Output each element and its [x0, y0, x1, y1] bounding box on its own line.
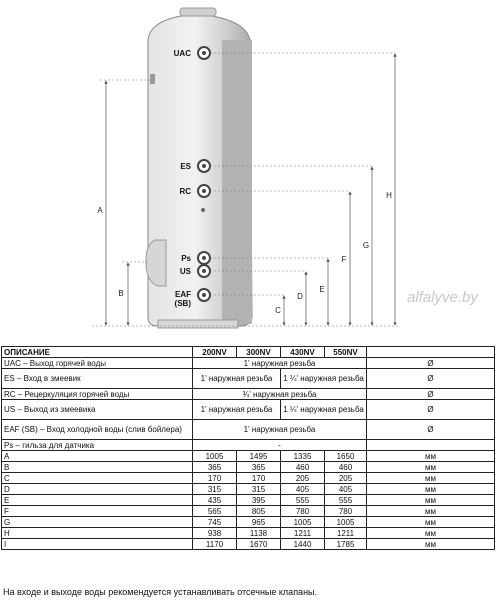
table-row	[2, 462, 495, 473]
header-unit	[367, 347, 495, 358]
table-row	[2, 400, 495, 420]
footnote: На входе и выходе воды рекомендуется устанавливать отсечные клапаны.	[3, 587, 318, 597]
cell-430nv: 205	[281, 473, 325, 484]
cell-200nv: 745	[193, 517, 237, 528]
cell-300nv: 1138	[237, 528, 281, 539]
row-unit: мм	[367, 484, 495, 495]
cell-300nv: 805	[237, 506, 281, 517]
cell-430nv: 1335	[281, 451, 325, 462]
cell-430nv: 555	[281, 495, 325, 506]
row-unit: Ø	[367, 369, 495, 389]
table-row	[2, 484, 495, 495]
table-row	[2, 451, 495, 462]
cell-430nv: 1211	[281, 528, 325, 539]
row-description: RC – Рецеркуляция горячей воды	[2, 389, 193, 400]
anode-point	[201, 208, 205, 212]
label-us: US	[179, 267, 191, 276]
cell-550nv: 1005	[325, 517, 367, 528]
fitting-rc	[198, 185, 210, 197]
row-description: ES – Вход в змеевик	[2, 369, 193, 389]
row-unit: мм	[367, 506, 495, 517]
row-description: US – Выход из змеевика	[2, 400, 193, 420]
table-row	[2, 369, 495, 389]
header-200nv: 200NV	[193, 347, 237, 358]
cell-300nv: 965	[237, 517, 281, 528]
row-unit: Ø	[367, 389, 495, 400]
cell-550nv: 460	[325, 462, 367, 473]
row-description: A	[2, 451, 193, 462]
dim-b: B	[118, 289, 124, 298]
row-value: -	[193, 440, 367, 451]
table-row	[2, 389, 495, 400]
label-ps: Ps	[181, 254, 191, 263]
row-description: EAF (SB) – Вход холодной воды (слив бойлера)	[2, 420, 193, 440]
table-row	[2, 528, 495, 539]
dim-c: C	[275, 306, 281, 315]
row-unit: мм	[367, 462, 495, 473]
row-description: Ps – гильза для датчика	[2, 440, 193, 451]
cell-550nv: 1650	[325, 451, 367, 462]
row-description: I	[2, 539, 193, 550]
dim-d: D	[297, 292, 303, 301]
row-unit	[367, 440, 495, 451]
row-description: D	[2, 484, 193, 495]
cell-200nv: 435	[193, 495, 237, 506]
row-unit: мм	[367, 451, 495, 462]
row-value: 1' наружная резьба	[193, 358, 367, 369]
label-uac: UAC	[173, 49, 191, 58]
row-value: 1' наружная резьба	[193, 420, 367, 440]
fitting-es	[198, 160, 210, 172]
spec-table	[1, 346, 495, 550]
fitting-us	[198, 265, 210, 277]
cell-300nv: 1670	[237, 539, 281, 550]
row-value-large-models: 1 ¼' наружная резьба	[281, 369, 367, 389]
cell-550nv: 780	[325, 506, 367, 517]
cell-200nv: 938	[193, 528, 237, 539]
table-row	[2, 539, 495, 550]
row-unit: мм	[367, 517, 495, 528]
fitting-ps	[198, 252, 210, 264]
row-description: E	[2, 495, 193, 506]
label-eaf: EAF	[175, 290, 191, 299]
cell-300nv: 315	[237, 484, 281, 495]
header-430nv: 430NV	[281, 347, 325, 358]
table-row	[2, 358, 495, 369]
row-description: UAC – Выход горячей воды	[2, 358, 193, 369]
row-description: G	[2, 517, 193, 528]
table-row	[2, 517, 495, 528]
label-rc: RC	[179, 187, 191, 196]
dim-f: F	[341, 255, 347, 264]
fitting-eaf	[198, 289, 210, 301]
row-description: B	[2, 462, 193, 473]
cell-430nv: 780	[281, 506, 325, 517]
dim-g: G	[362, 241, 370, 250]
dim-h: H	[386, 191, 392, 200]
watermark: alfalyve.by	[407, 289, 478, 306]
cell-200nv: 315	[193, 484, 237, 495]
table-row	[2, 473, 495, 484]
cell-300nv: 170	[237, 473, 281, 484]
row-value: ¾' наружная резьба	[193, 389, 367, 400]
row-value-large-models: 1 ¼' наружная резьба	[281, 400, 367, 420]
cell-430nv: 405	[281, 484, 325, 495]
thermometer-window	[150, 74, 155, 84]
cell-200nv: 170	[193, 473, 237, 484]
row-description: C	[2, 473, 193, 484]
row-description: H	[2, 528, 193, 539]
cell-200nv: 365	[193, 462, 237, 473]
row-description: F	[2, 506, 193, 517]
header-300nv: 300NV	[237, 347, 281, 358]
row-unit: Ø	[367, 400, 495, 420]
row-unit: Ø	[367, 358, 495, 369]
row-unit: мм	[367, 539, 495, 550]
row-unit: Ø	[367, 420, 495, 440]
label-sb: (SB)	[174, 299, 191, 308]
dim-a: A	[97, 206, 103, 215]
fitting-uac	[198, 47, 210, 59]
header-description: ОПИСАНИЕ	[2, 347, 193, 358]
row-unit: мм	[367, 473, 495, 484]
cell-200nv: 1005	[193, 451, 237, 462]
cell-200nv: 1170	[193, 539, 237, 550]
row-unit: мм	[367, 528, 495, 539]
cell-550nv: 1211	[325, 528, 367, 539]
cell-430nv: 1005	[281, 517, 325, 528]
table-row	[2, 506, 495, 517]
cell-550nv: 555	[325, 495, 367, 506]
cell-300nv: 365	[237, 462, 281, 473]
cell-430nv: 460	[281, 462, 325, 473]
cell-550nv: 405	[325, 484, 367, 495]
cell-430nv: 1440	[281, 539, 325, 550]
row-unit: мм	[367, 495, 495, 506]
table-row	[2, 495, 495, 506]
cell-550nv: 205	[325, 473, 367, 484]
cell-300nv: 395	[237, 495, 281, 506]
cell-550nv: 1785	[325, 539, 367, 550]
table-header-row	[2, 347, 495, 358]
table-row	[2, 420, 495, 440]
row-value-small-models: 1' наружная резьба	[193, 369, 281, 389]
label-es: ES	[180, 162, 191, 171]
header-550nv: 550NV	[325, 347, 367, 358]
dim-e: E	[319, 285, 325, 294]
row-value-small-models: 1' наружная резьба	[193, 400, 281, 420]
cell-200nv: 565	[193, 506, 237, 517]
cell-300nv: 1495	[237, 451, 281, 462]
table-row	[2, 440, 495, 451]
